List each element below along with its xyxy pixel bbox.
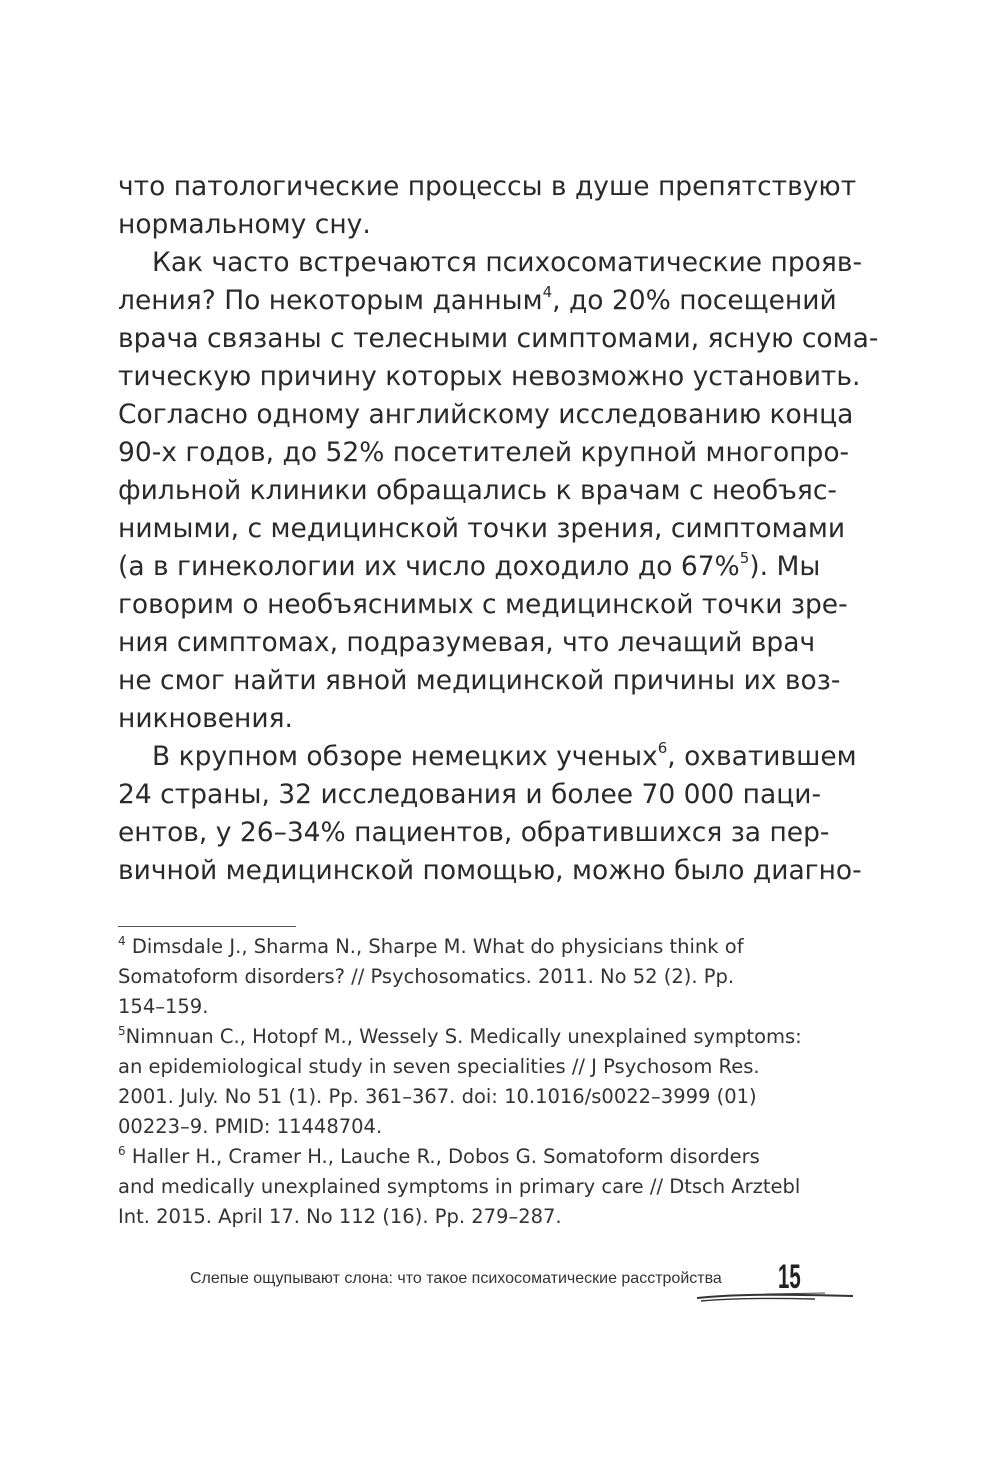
body-line: нормальному сну. <box>118 209 371 240</box>
footnote-line: 00223–9. PMID: 11448704. <box>118 1115 383 1138</box>
body-line: 24 страны, 32 исследования и более 70 000 паци- <box>118 779 822 810</box>
footnote-ref[interactable]: 6 <box>657 739 668 757</box>
body-line: врача связаны с телесными симптомами, ясную сома- <box>118 323 879 354</box>
body-line: говорим о необъяснимых с медицинской точки зре- <box>118 589 848 620</box>
body-line: что патологические процессы в душе препятствуют <box>118 171 857 202</box>
body-line: Как часто встречаются психосоматические прояв- <box>152 247 863 278</box>
footnote-4: $^4$ Dimsdale J., Sharma N., Sharpe M. What do physicians think of <box>118 934 744 958</box>
footnote-number: 5 <box>118 1024 126 1038</box>
footnote-line: 2001. July. No 51 (1). Pp. 361–367. doi: 10.1016/s0022–3999 (01) <box>118 1085 757 1108</box>
footnote-line: 154–159. <box>118 995 209 1018</box>
decorative-swash-icon <box>695 1290 855 1304</box>
running-head: Слепые ощупывают слона: что такое психосоматические расстройства <box>190 1270 722 1287</box>
body-line: фильной клиники обращались к врачам с необъяс- <box>118 475 837 506</box>
body-line: ления? По некоторым данным$^4$, до 20% посещений <box>118 283 837 316</box>
body-line: ентов, у 26–34% пациентов, обратившихся за пер- <box>118 817 830 848</box>
body-line: В крупном обзоре немецких ученых$^6$, охватившем <box>152 739 857 772</box>
footnote-separator <box>118 926 296 927</box>
footnote-5: $^5$Nimnuan C., Hotopf M., Wessely S. Medically unexplained symptoms: <box>118 1024 802 1048</box>
body-line: не смог найти явной медицинской причины их воз- <box>118 665 841 696</box>
body-line: вичной медицинской помощью, можно было диагно- <box>118 855 862 886</box>
footnote-number: 4 <box>118 934 126 948</box>
body-line: (а в гинекологии их число доходило до 67%$^5$). Мы <box>118 549 821 582</box>
body-line: Согласно одному английскому исследованию конца <box>118 399 854 430</box>
body-line: никновения. <box>118 703 293 734</box>
footnote-line: an epidemiological study in seven specialities // J Psychosom Res. <box>118 1055 760 1078</box>
footnote-ref[interactable]: 4 <box>542 283 553 301</box>
footnote-line: Int. 2015. April 17. No 112 (16). Pp. 279–287. <box>118 1205 562 1228</box>
body-line: 90-х годов, до 52% посетителей крупной многопро- <box>118 437 850 468</box>
body-line: тическую причину которых невозможно установить. <box>118 361 861 392</box>
page-number: 15 <box>778 1258 801 1296</box>
footnote-number: 6 <box>118 1144 126 1158</box>
footnote-ref[interactable]: 5 <box>739 549 750 567</box>
body-line: нимыми, с медицинской точки зрения, симптомами <box>118 513 846 544</box>
footnote-line: and medically unexplained symptoms in primary care // Dtsch Arztebl <box>118 1175 801 1198</box>
footnote-line: Somatoform disorders? // Psychosomatics. 2011. No 52 (2). Pp. <box>118 965 735 988</box>
footnote-6: $^6$ Haller H., Cramer H., Lauche R., Dobos G. Somatoform disorders <box>118 1144 760 1168</box>
body-line: ния симптомах, подразумевая, что лечащий врач <box>118 627 816 658</box>
